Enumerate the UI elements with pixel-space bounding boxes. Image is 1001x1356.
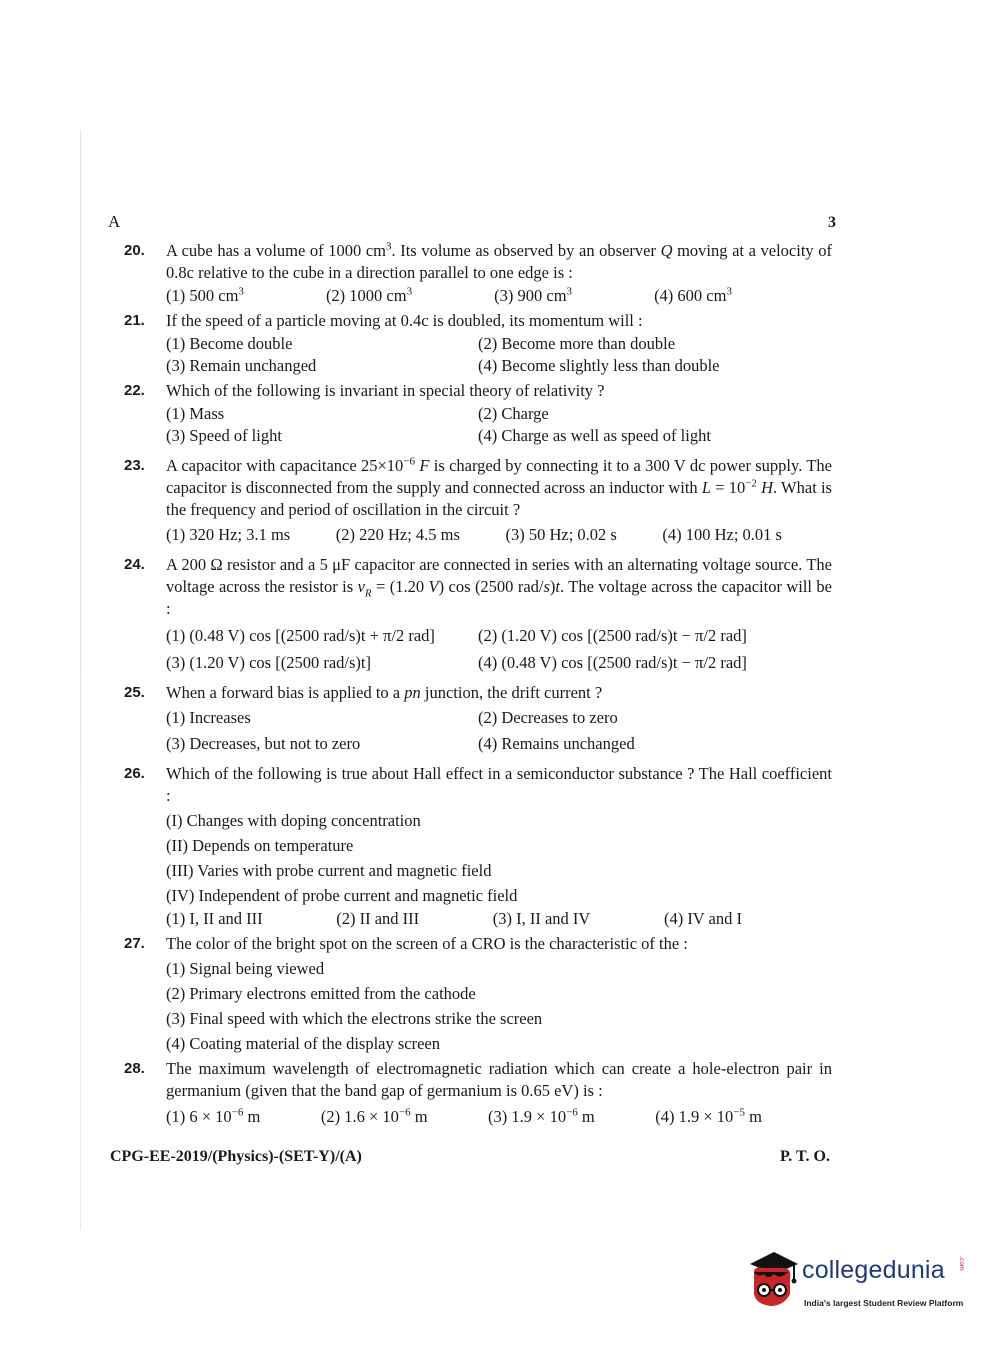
student-mascot-icon: [744, 1250, 800, 1310]
question-number: 20.: [124, 242, 145, 259]
option-4: (4) 100 Hz; 0.01 s: [662, 525, 782, 544]
options: [166, 958, 832, 1055]
option-3: (3) $1.9 \times 10^{-6}$ m: [488, 1106, 595, 1126]
option-4: (4) $1.9 \times 10^{-5}$ m: [655, 1106, 762, 1126]
question-number: 25.: [124, 684, 145, 701]
question-26: [124, 763, 832, 930]
question-text: Which of the following is true about Hall effect in a semiconductor substance ? The Hall coefficient :: [166, 764, 832, 805]
statement-1: (I) Changes with doping concentration: [166, 811, 421, 830]
question-number: 22.: [124, 382, 145, 399]
option-2: (2) Become more than double: [478, 334, 676, 353]
question-text: A 200 Ω resistor and a 5 μF capacitor are connected in series with an alternating voltage source. The voltage across the resistor is $v_R = (1.20$ V) cos (2500 rad/s)t. The voltage across the capacitor will be :: [166, 555, 832, 618]
options: [166, 285, 832, 307]
paper-code: CPG-EE-2019/(Physics)-(SET-Y)/(A): [110, 1148, 362, 1165]
option-1: (1) Mass: [166, 404, 225, 423]
option-4: (4) Become slightly less than double: [478, 356, 720, 375]
question-number: 26.: [124, 765, 145, 782]
option-2: (2) II and III: [336, 909, 420, 928]
option-3: (3) Remain unchanged: [166, 356, 317, 375]
option-1: (1) 320 Hz; 3.1 ms: [166, 525, 291, 544]
option-1: (1) Become double: [166, 334, 293, 353]
options: [166, 333, 832, 377]
question-24: [124, 554, 832, 674]
statement-3: (III) Varies with probe current and magnetic field: [166, 861, 492, 880]
option-2: (2) Decreases to zero: [478, 708, 618, 727]
question-number: 21.: [124, 312, 145, 329]
question-28: [124, 1058, 832, 1128]
question-list: [124, 240, 832, 1131]
option-4: (4) Charge as well as speed of light: [478, 426, 711, 445]
logo-tagline: India's largest Student Review Platform: [804, 1298, 964, 1308]
question-20: [124, 240, 832, 307]
option-4: (4) 600 $cm^3$: [654, 285, 732, 305]
collegedunia-logo: [744, 1250, 974, 1320]
question-25: [124, 682, 832, 755]
options: [166, 908, 832, 930]
question-text: A cube has a volume of 1000 $cm^3$. Its volume as observed by an observer Q moving at a velocity of 0.8c relative to the cube in a direction parallel to one edge is :: [166, 240, 832, 282]
option-4: (4) IV and I: [663, 909, 742, 928]
statement-4: (IV) Independent of probe current and magnetic field: [166, 886, 518, 905]
option-1: (1) I, II and III: [166, 909, 263, 928]
option-1: (1) $6 \times 10^{-6}$ m: [166, 1106, 261, 1126]
option-3: (3) Speed of light: [166, 426, 282, 445]
option-3: (3) I, II and IV: [492, 909, 591, 928]
option-1: (1) Signal being viewed: [166, 959, 325, 978]
question-number: 28.: [124, 1060, 145, 1077]
options: [166, 625, 832, 674]
question-text: The maximum wavelength of electromagnetic radiation which can create a hole-electron pair in germanium (given that the band gap of germanium is 0.65 eV) is :: [166, 1059, 832, 1100]
question-number: 23.: [124, 457, 145, 474]
option-1: (1) (0.48 V) cos [(2500 rad/s)t + π/2 rad]: [166, 626, 435, 645]
option-1: (1) 500 $cm^3$: [166, 285, 244, 305]
option-3: (3) Final speed with which the electrons strike the screen: [166, 1009, 543, 1028]
question-text: Which of the following is invariant in special theory of relativity ?: [166, 381, 605, 400]
question-21: [124, 310, 832, 377]
option-3: (3) Decreases, but not to zero: [166, 734, 361, 753]
option-3: (3) (1.20 V) cos [(2500 rad/s)t]: [166, 653, 371, 672]
question-text: A capacitor with capacitance $25\times 10^{-6}$ F is charged by connecting it to a 300 V dc power supply. The capacitor is disconnected from the supply and connected across an inductor with $L = 10^{-2}$ H. What is the frequency and period of oscillation in the circuit ?: [166, 455, 832, 519]
question-27: [124, 933, 832, 1055]
scan-margin-line: [80, 130, 81, 1230]
option-4: (4) (0.48 V) cos [(2500 rad/s)t − π/2 rad]: [478, 653, 747, 672]
option-4: (4) Remains unchanged: [478, 734, 635, 753]
option-2: (2) Charge: [478, 404, 549, 423]
set-label: A: [108, 212, 121, 231]
statement-2: (II) Depends on temperature: [166, 836, 354, 855]
options: [166, 1106, 832, 1128]
option-2: (2) 1000 $cm^3$: [325, 285, 413, 305]
question-number: 24.: [124, 556, 145, 573]
option-2: (2) (1.20 V) cos [(2500 rad/s)t − π/2 rad]: [478, 626, 747, 645]
options: [166, 524, 832, 546]
option-3: (3) 50 Hz; 0.02 s: [505, 525, 617, 544]
options: [166, 707, 832, 755]
question-text: The color of the bright spot on the screen of a CRO is the characteristic of the :: [166, 934, 688, 953]
question-22: [124, 380, 832, 447]
option-4: (4) Coating material of the display screen: [166, 1034, 440, 1053]
question-23: [124, 455, 832, 546]
pto-label: P. T. O.: [780, 1148, 830, 1165]
logo-wordmark: collegedunia: [802, 1256, 945, 1284]
logo-dotcom: .com: [958, 1256, 965, 1271]
option-2: (2) 220 Hz; 4.5 ms: [335, 525, 460, 544]
option-2: (2) $1.6 \times 10^{-6}$ m: [320, 1106, 428, 1126]
question-text: When a forward bias is applied to a pn junction, the drift current ?: [166, 683, 603, 702]
option-3: (3) 900 $cm^3$: [494, 285, 573, 305]
options: [166, 403, 832, 447]
page-number: 3: [828, 214, 836, 231]
question-text: If the speed of a particle moving at 0.4c is doubled, its momentum will :: [166, 311, 643, 330]
question-number: 27.: [124, 935, 145, 952]
option-2: (2) Primary electrons emitted from the cathode: [166, 984, 476, 1003]
option-1: (1) Increases: [166, 708, 251, 727]
